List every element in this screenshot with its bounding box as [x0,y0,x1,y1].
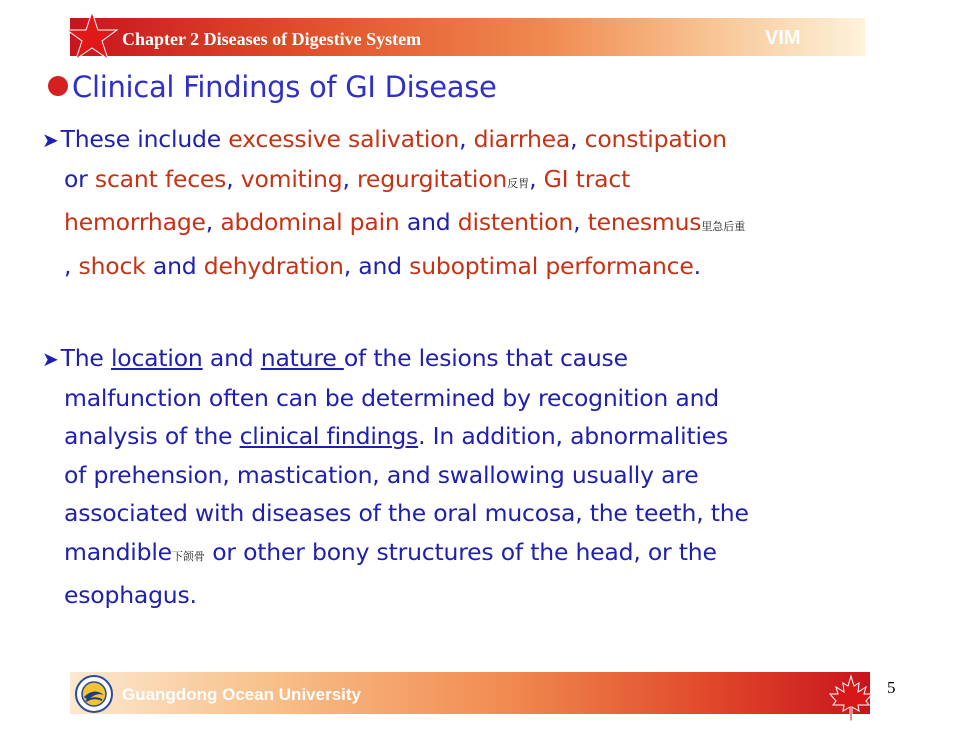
highlight-term: shock [78,251,146,280]
text-run: or other bony structures of the head, or the [204,537,717,566]
arrow-bullet-icon: ➤ [42,347,59,371]
highlight-term: scant feces [94,164,227,193]
text-run: , [226,164,241,193]
text-run: , [529,164,544,193]
page-number: 5 [887,678,896,697]
text-run: . In addition, abnormalities [418,422,729,450]
text-run: , [64,251,79,280]
university-name: Guangdong Ocean University [122,685,361,704]
text-line [42,160,902,204]
text-run: of the lesions that cause [343,344,628,372]
paragraph-clinical-findings-list [42,120,902,285]
maple-leaf-icon [828,674,874,722]
text-line: malfunction often can be determined by recognition and [64,383,719,412]
text-line [42,339,902,379]
text-line: esophagus. [64,581,197,609]
red-star-icon [64,8,120,64]
paragraph-lesion-location [42,339,902,615]
highlight-term: abdominal pain [220,208,400,236]
chapter-title: Chapter 2 Diseases of Digestive System [122,29,422,49]
highlight-term: regurgitation [356,164,508,193]
text-run: These include [60,125,229,153]
highlight-term: GI tract [543,164,631,193]
underlined-term: location [110,344,203,372]
slide-title-text: Clinical Findings of GI Disease [72,70,497,104]
text-line [42,120,902,160]
university-emblem-icon [74,674,114,714]
highlight-term: vomiting [240,164,343,193]
text-line [42,417,902,456]
chinese-annotation: 反胃 [507,176,530,190]
text-line [42,247,902,286]
highlight-term: dehydration [203,251,344,280]
highlight-term: tenesmus [587,208,702,236]
text-line: of prehension, mastication, and swallowing usually are [64,460,699,489]
text-run: , [205,208,221,236]
text-run: and [202,344,261,372]
highlight-term: distention [457,208,574,236]
text-run: The [60,344,111,372]
text-run: , [573,208,588,236]
text-run: mandible [64,537,172,566]
underlined-term: clinical findings [239,422,419,450]
bullet-dot-icon [48,76,68,96]
chinese-annotation: 里急后重 [701,220,746,233]
highlight-term: suboptimal performance [409,251,694,280]
text-run: and [399,208,458,236]
text-run: , [342,164,357,193]
arrow-bullet-icon: ➤ [42,128,59,152]
highlight-term: excessive salivation [228,125,460,153]
text-run: . [693,251,701,280]
text-run: , and [343,251,410,280]
text-run: or [64,164,95,193]
text-run: analysis of the [64,422,240,450]
highlight-term: diarrhea [473,125,571,153]
text-line [42,533,902,577]
slide-title [48,70,497,104]
text-line [42,203,902,247]
highlight-term: hemorrhage [64,208,206,236]
header-tag: VIM [765,27,801,49]
chinese-annotation: 下颌骨 [171,549,205,563]
text-run: and [145,251,204,280]
text-line: associated with diseases of the oral mucosa, the teeth, the [64,499,749,527]
highlight-term: constipation [584,125,727,153]
text-run: , [459,125,474,153]
underlined-term: nature [260,344,344,372]
text-run: , [570,125,585,153]
